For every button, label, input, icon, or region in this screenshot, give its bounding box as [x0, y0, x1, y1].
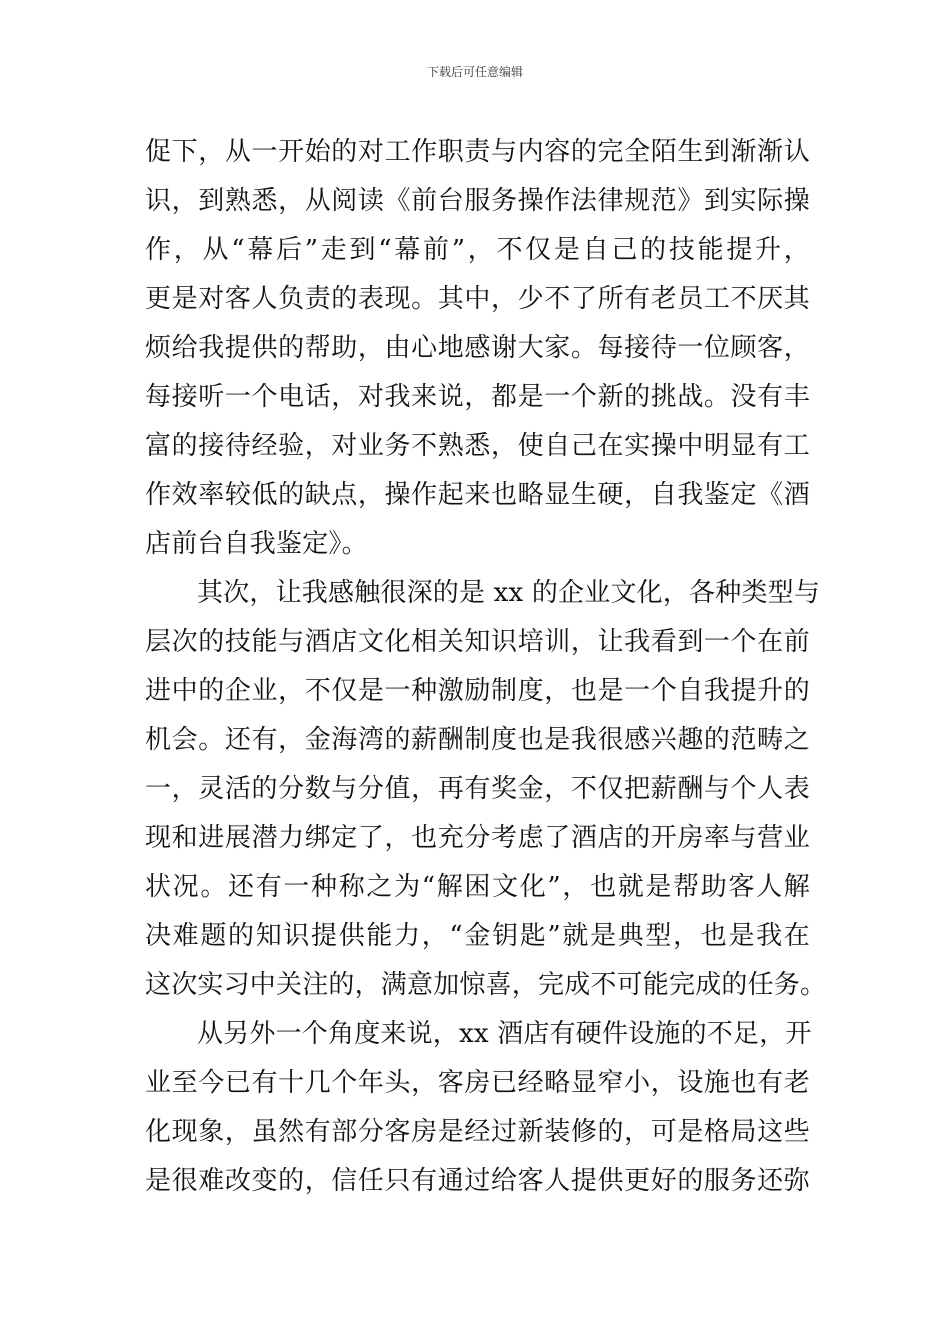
- text-line: 机会。还有，金海湾的薪酬制度也是我很感兴趣的范畴之: [145, 725, 810, 755]
- text-line: 现和进展潜力绑定了，也充分考虑了酒店的开房率与营业: [145, 823, 810, 853]
- text-line: 作效率较低的缺点，操作起来也略显生硬，自我鉴定《酒: [145, 480, 810, 510]
- text-line: 每接听一个电话，对我来说，都是一个新的挑战。没有丰: [145, 382, 810, 412]
- text-line: 作，从“幕后”走到“幕前”，不仅是自己的技能提升，: [145, 235, 810, 265]
- text-line: 业至今已有十几个年头，客房已经略显窄小，设施也有老: [145, 1068, 810, 1098]
- text-line: 店前台自我鉴定》。: [145, 529, 368, 559]
- text-line: 化现象，虽然有部分客房是经过新装修的，可是格局这些: [145, 1117, 810, 1147]
- text-line: 层次的技能与酒店文化相关知识培训，让我看到一个在前: [145, 627, 810, 657]
- text-line: 决难题的知识提供能力，“金钥匙”就是典型，也是我在: [145, 921, 810, 951]
- text-line: 更是对客人负责的表现。其中，少不了所有老员工不厌其: [145, 284, 810, 314]
- text-line: 是很难改变的，信任只有通过给客人提供更好的服务还弥: [145, 1166, 810, 1196]
- text-line: 烦给我提供的帮助，由心地感谢大家。每接待一位顾客，: [145, 333, 810, 363]
- text-line: 从另外一个角度来说，xx 酒店有硬件设施的不足，开: [197, 1019, 812, 1049]
- text-line: 促下，从一开始的对工作职责与内容的完全陌生到渐渐认: [145, 137, 810, 167]
- text-line: 富的接待经验，对业务不熟悉，使自己在实操中明显有工: [145, 431, 810, 461]
- text-line: 识，到熟悉，从阅读《前台服务操作法律规范》到实际操: [145, 186, 810, 216]
- text-line: 其次，让我感触很深的是 xx 的企业文化，各种类型与: [197, 578, 821, 608]
- text-line: 状况。还有一种称之为“解困文化”，也就是帮助客人解: [145, 872, 810, 902]
- page-header-note: 下载后可任意编辑: [426, 65, 523, 79]
- text-line: 这次实习中关注的，满意加惊喜，完成不可能完成的任务。: [145, 970, 827, 1000]
- text-line: 进中的企业，不仅是一种激励制度，也是一个自我提升的: [145, 676, 810, 706]
- text-line: 一，灵活的分数与分值，再有奖金，不仅把薪酬与个人表: [145, 774, 810, 804]
- document-body: [145, 128, 827, 1206]
